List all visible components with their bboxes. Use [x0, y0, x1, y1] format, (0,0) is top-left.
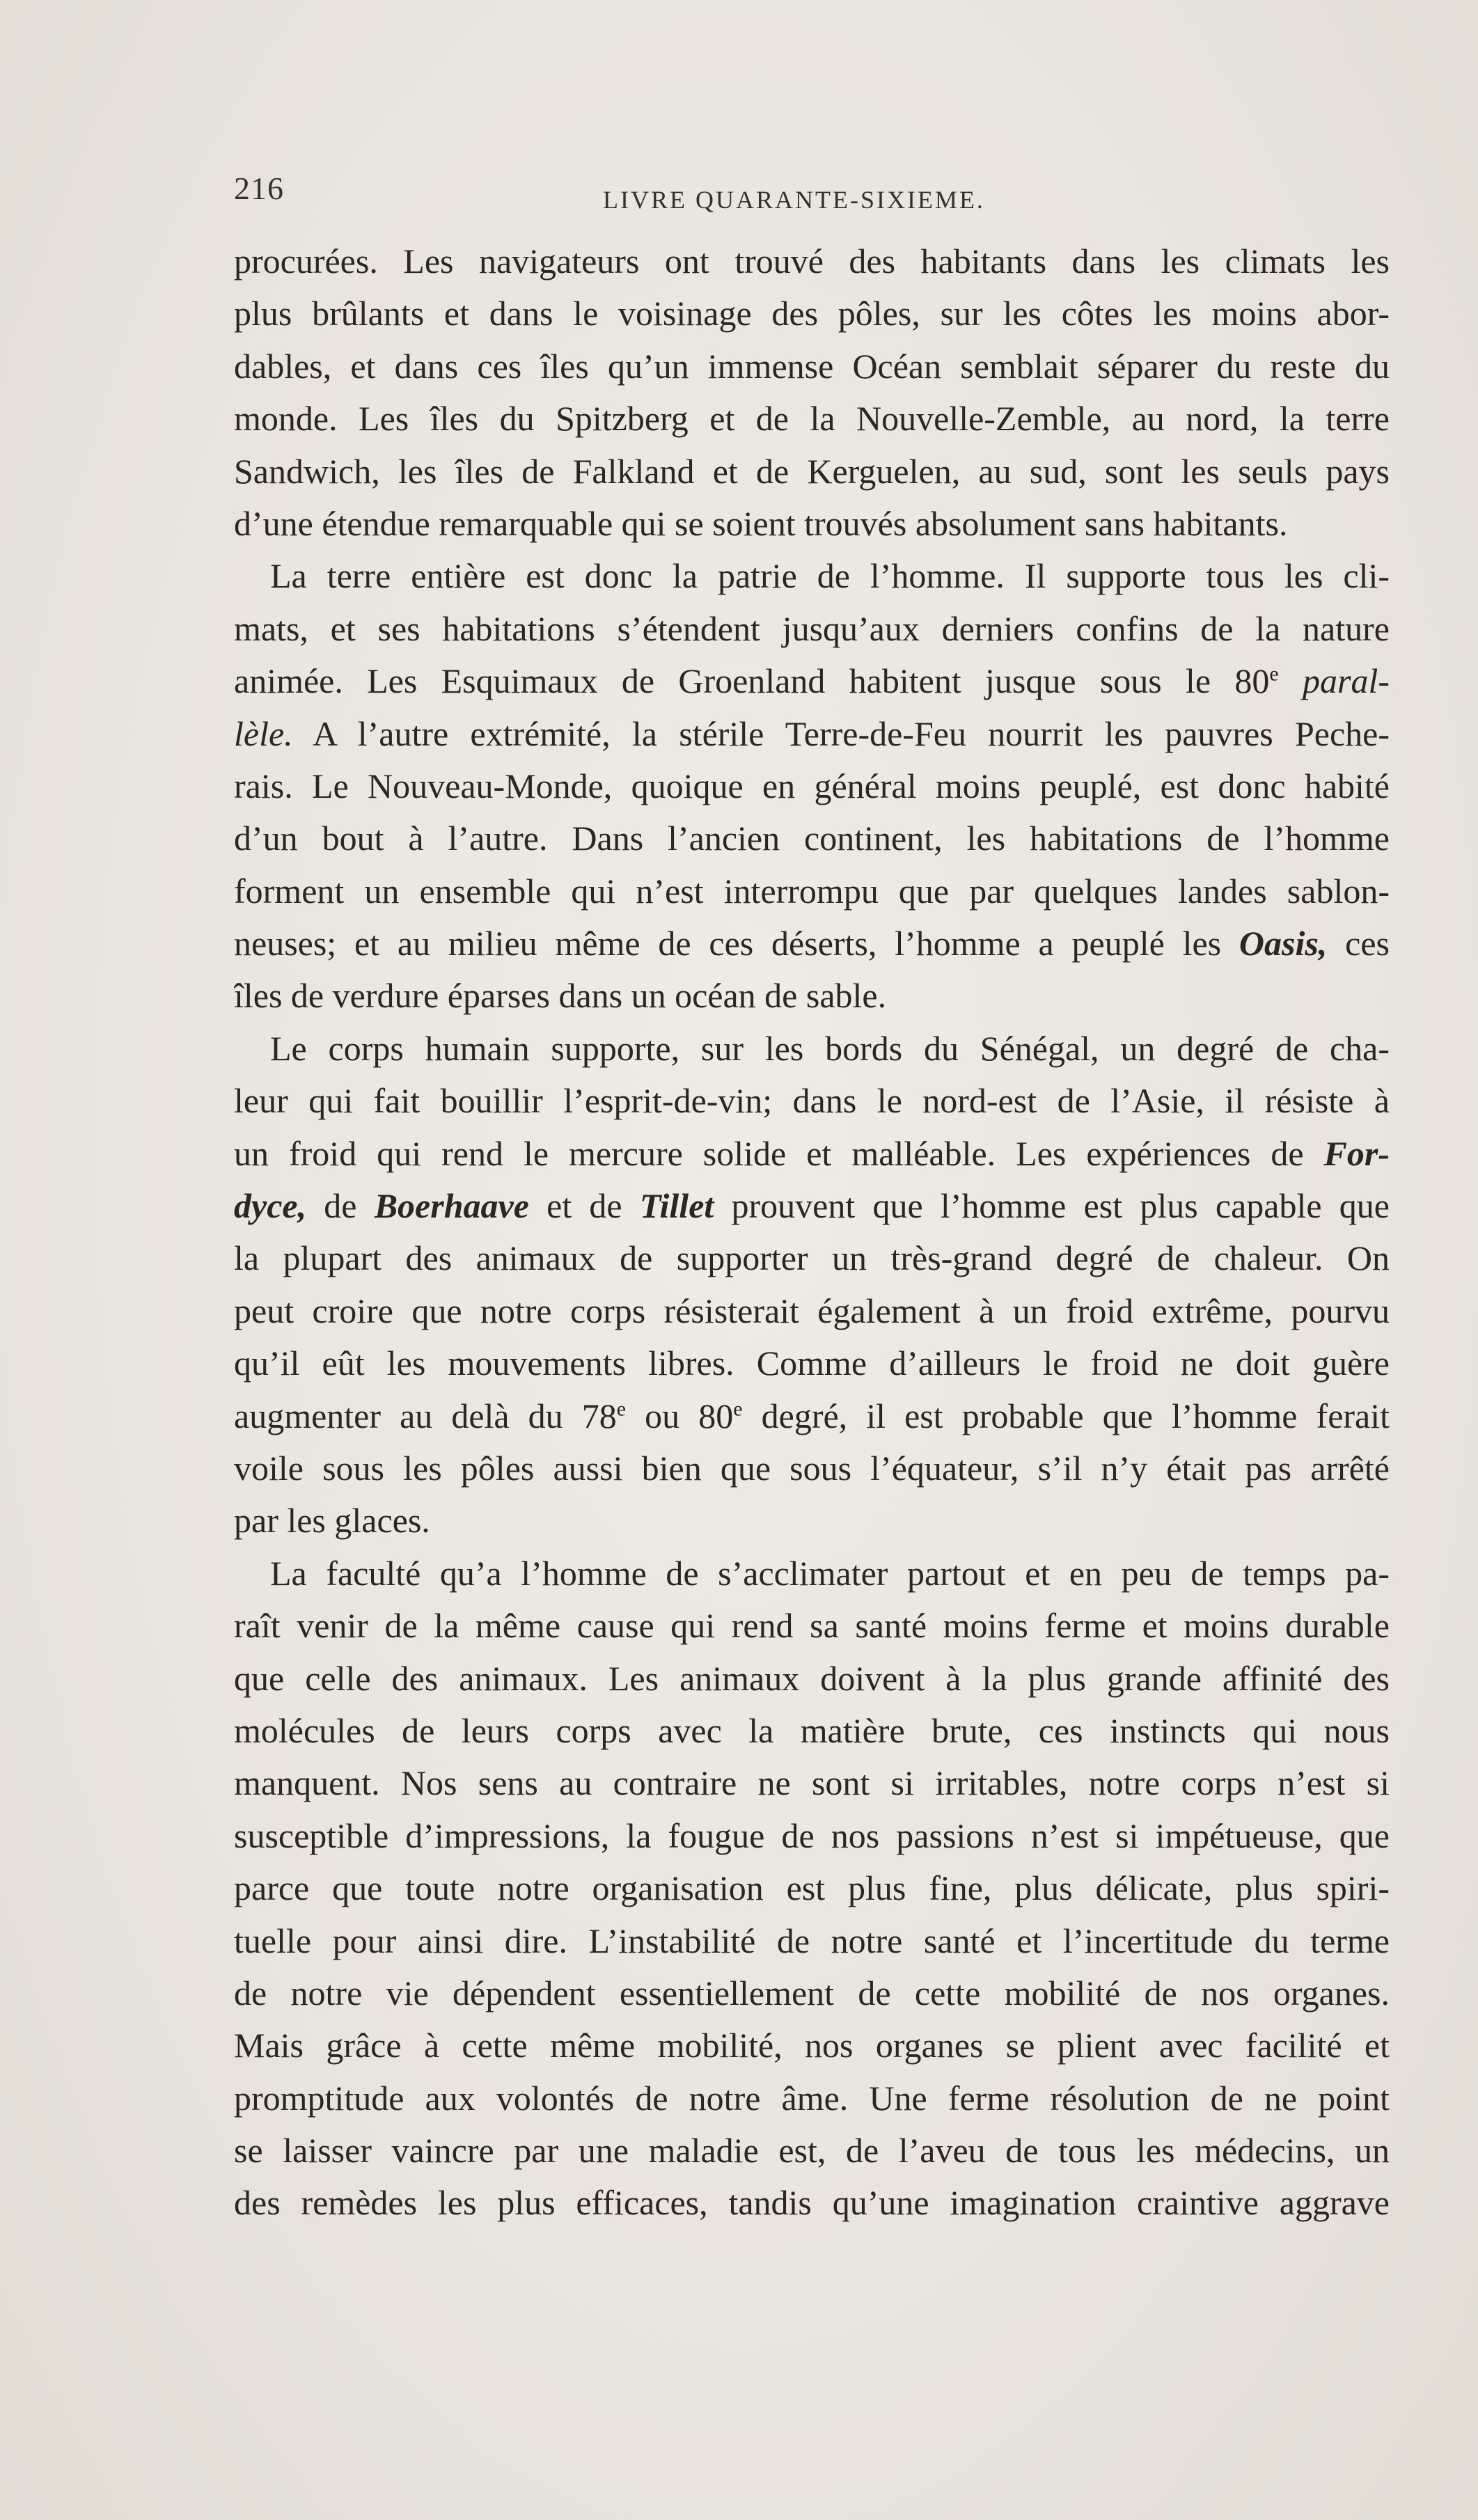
emphasis-text: Oasis,	[1239, 924, 1328, 963]
text-line	[234, 288, 1390, 340]
text-line	[234, 340, 1390, 393]
text-segment: voile sous les pôles aussi bien que sous l’équateur, s’il n’y était pas arrêté	[234, 1448, 1390, 1488]
text-line	[234, 918, 1390, 970]
text-line	[234, 1390, 1390, 1442]
text-segment: promptitude aux volontés de notre âme. Une ferme résolution de ne point	[234, 2078, 1390, 2118]
text-segment: mats, et ses habitations s’étendent jusqu’aux derniers confins de la nature	[234, 608, 1390, 648]
text-line	[234, 2019, 1390, 2072]
emphasis-text: paral-	[1303, 661, 1390, 701]
text-segment: animée. Les Esquimaux de Groenland habitent jusque sous le 80	[234, 661, 1270, 701]
text-segment: Sandwich, les îles de Falkland et de Kerguelen, au sud, sont les seuls pays	[234, 451, 1390, 491]
text-line	[234, 1915, 1390, 1967]
text-line	[234, 235, 1390, 288]
running-head: LIVRE QUARANTE-SIXIEME.	[603, 186, 985, 214]
text-line	[234, 1600, 1390, 1652]
superscript: e	[1269, 662, 1279, 686]
text-line	[234, 603, 1390, 655]
text-segment: de notre vie dépendent essentiellement de cette mobilité de nos organes.	[234, 1973, 1390, 2013]
text-segment: et de	[528, 1186, 640, 1226]
text-line	[234, 550, 1390, 602]
text-line	[234, 1075, 1390, 1127]
text-segment: Mais grâce à cette même mobilité, nos organes se plient avec facilité et	[234, 2026, 1390, 2065]
text-line	[234, 2125, 1390, 2177]
text-line	[234, 1285, 1390, 1337]
text-line	[234, 393, 1390, 445]
emphasis-text: lèle.	[234, 714, 293, 753]
text-segment: forment un ensemble qui n’est interrompu que par quelques landes sablon-	[234, 871, 1390, 911]
text-segment: par les glaces.	[234, 1501, 430, 1541]
text-segment: d’un bout à l’autre. Dans l’ancien continent, les habitations de l’homme	[234, 819, 1390, 858]
text-line	[234, 446, 1390, 498]
text-segment: rais. Le Nouveau-Monde, quoique en général moins peuplé, est donc habité	[234, 766, 1390, 805]
emphasis-text: Tillet	[639, 1186, 714, 1226]
text-line	[234, 2177, 1390, 2229]
text-segment: monde. Les îles du Spitzberg et de la Nouvelle-Zemble, au nord, la terre	[234, 399, 1390, 439]
superscript: e	[616, 1396, 627, 1420]
text-line	[234, 1862, 1390, 1914]
text-segment: Le corps humain supporte, sur les bords du Sénégal, un degré de cha-	[270, 1028, 1390, 1068]
text-line	[234, 760, 1390, 812]
text-line	[234, 1810, 1390, 1862]
text-segment: prouvent que l’homme est plus capable que	[714, 1186, 1390, 1226]
text-segment: raît venir de la même cause qui rend sa santé moins ferme et moins durable	[234, 1606, 1390, 1646]
text-segment: se laisser vaincre par une maladie est, de l’aveu de tous les médecins, un	[234, 2131, 1390, 2171]
page-header	[234, 170, 1390, 212]
text-line	[234, 1495, 1390, 1547]
text-segment: ou 80	[626, 1396, 734, 1435]
text-segment: manquent. Nos sens au contraire ne sont si irritables, notre corps n’est si	[234, 1763, 1390, 1803]
text-segment: La faculté qu’a l’homme de s’acclimater partout et en peu de temps pa-	[270, 1553, 1390, 1593]
text-line	[234, 865, 1390, 918]
text-segment: procurées. Les navigateurs ont trouvé des habitants dans les climats les	[234, 242, 1390, 281]
text-line	[234, 1705, 1390, 1757]
superscript: e	[733, 1396, 743, 1420]
text-segment: A l’autre extrémité, la stérile Terre-de-Feu nourrit les pauvres Peche-	[292, 714, 1390, 753]
text-line	[234, 812, 1390, 865]
text-segment: ces	[1327, 924, 1390, 963]
text-segment: d’une étendue remarquable qui se soient trouvés absolument sans habitants.	[234, 503, 1288, 543]
text-line	[234, 1442, 1390, 1495]
text-segment: susceptible d’impressions, la fougue de nos passions n’est si impétueuse, que	[234, 1816, 1390, 1855]
text-line	[234, 1967, 1390, 2019]
text-segment: la plupart des animaux de supporter un très-grand degré de chaleur. On	[234, 1238, 1390, 1278]
text-segment: degré, il est probable que l’homme ferait	[742, 1396, 1390, 1435]
text-line	[234, 1548, 1390, 1600]
text-line	[234, 1023, 1390, 1075]
text-segment: des remèdes les plus efficaces, tandis qu’une imagination craintive aggrave	[234, 2183, 1390, 2223]
emphasis-text: Boerhaave	[374, 1186, 529, 1226]
text-segment: dables, et dans ces îles qu’un immense Océan semblait séparer du reste du	[234, 346, 1390, 386]
text-line	[234, 1180, 1390, 1232]
emphasis-text: For-	[1323, 1133, 1390, 1173]
text-line	[234, 1232, 1390, 1284]
text-line	[234, 498, 1390, 550]
text-line	[234, 1757, 1390, 1809]
text-segment: molécules de leurs corps avec la matière brute, ces instincts qui nous	[234, 1710, 1390, 1750]
body-text	[234, 235, 1390, 2230]
text-segment: îles de verdure éparses dans un océan de sable.	[234, 976, 887, 1016]
text-segment: tuelle pour ainsi dire. L’instabilité de notre santé et l’incertitude du terme	[234, 1921, 1390, 1960]
text-line	[234, 1128, 1390, 1180]
text-line	[234, 1337, 1390, 1389]
text-segment: que celle des animaux. Les animaux doivent à la plus grande affinité des	[234, 1658, 1390, 1698]
text-segment: parce que toute notre organisation est plus fine, plus délicate, plus spiri-	[234, 1868, 1390, 1908]
text-segment: plus brûlants et dans le voisinage des pôles, sur les côtes les moins abor-	[234, 294, 1390, 333]
text-line	[234, 655, 1390, 707]
text-segment: de	[306, 1186, 375, 1226]
text-segment: La terre entière est donc la patrie de l’homme. Il supporte tous les cli-	[270, 556, 1390, 596]
text-line	[234, 1653, 1390, 1705]
page-number: 216	[234, 171, 284, 206]
text-segment: neuses; et au milieu même de ces déserts, l’homme a peuplé les	[234, 924, 1239, 963]
text-segment: peut croire que notre corps résisterait également à un froid extrême, pourvu	[234, 1291, 1390, 1330]
text-line	[234, 2072, 1390, 2125]
text-segment	[1279, 661, 1303, 700]
text-segment: qu’il eût les mouvements libres. Comme d’ailleurs le froid ne doit guère	[234, 1344, 1390, 1383]
text-line	[234, 970, 1390, 1022]
text-segment: un froid qui rend le mercure solide et malléable. Les expériences de	[234, 1133, 1324, 1173]
emphasis-text: dyce,	[234, 1186, 307, 1226]
text-segment: leur qui fait bouillir l’esprit-de-vin; dans le nord-est de l’Asie, il résiste à	[234, 1081, 1390, 1121]
text-line	[234, 708, 1390, 760]
text-segment: augmenter au delà du 78	[234, 1396, 617, 1435]
